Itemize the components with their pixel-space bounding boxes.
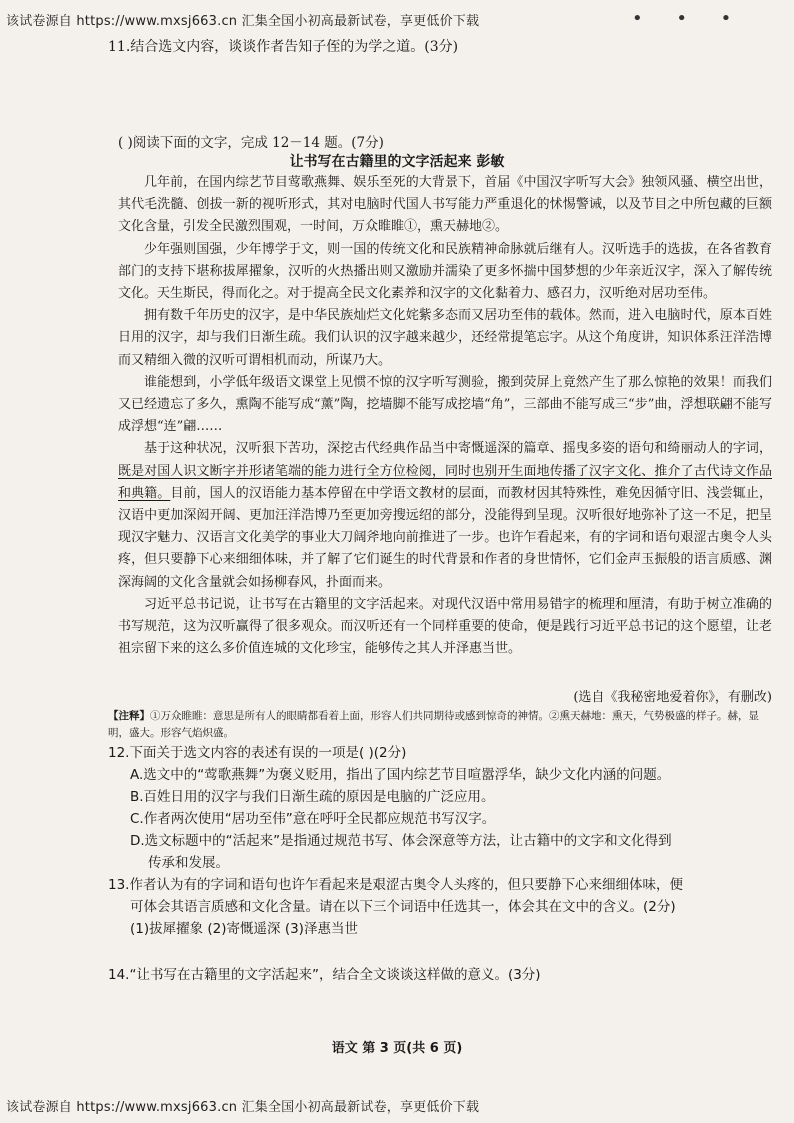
question-12-stem: 12.下面关于选文内容的表述有误的一项是( )(2分) bbox=[108, 745, 407, 761]
option-d-continued: 传承和发展。 bbox=[148, 855, 229, 871]
watermark-bottom: 该试卷源自 https://www.mxsj663.cn 汇集全国小初高最新试卷，享更低价下载 bbox=[6, 1100, 480, 1115]
paragraph-2: 少年强则国强，少年博学于文，则一国的传统文化和民族精神命脉就后继有人。汉听选手的选拔，在各省教育部门的支持下堪称拔犀擢象，汉听的火热播出则又激励并濡染了更多怀揣中国梦想的少年亲近汉字，深入了解传统文化。天生斯民，得而化之。对于提高全民文化素养和汉字的文化黏着力、感召力，汉听绝对居功至伟。 bbox=[118, 241, 772, 302]
article-body bbox=[118, 172, 772, 660]
question-13-line-2: 可体会其语言质感和文化含量。请在以下三个词语中任选其一，体会其在文中的含义。(2分) bbox=[130, 899, 676, 915]
option-c: C.作者两次使用“居功至伟”意在呼吁全民都应规范书写汉字。 bbox=[130, 811, 496, 827]
paragraph-5-end: 目前，国人的汉语能力基本停留在中学语文教材的层面，而教材因其特殊性，难免因循守旧、浅尝辄止，汉语中更加深闳开阔、更加汪洋浩博乃至更加旁搜远绍的部分，没能得到呈现。汉听很好地弥补了这一不足，把呈现汉字魅力、汉语言文化美学的事业大刀阔斧地向前推进了一步。也许乍看起来，有的字词和语句艰涩古奥令人头疼，但只要静下心来细细体味，并了解了它们诞生的时代背景和作者的身世情怀，它们金声玉振般的语言质感、渊深海阔的文化含量就会如扬柳春风，扑面而来。 bbox=[118, 485, 772, 590]
annotation-text: ①万众睢睢：意思是所有人的眼睛都看着上面，形容人们共同期待或感到惊奇的神情。②熏天赫地：熏天，气势极盛的样子。赫，显明，盛大。形容气焰炽盛。 bbox=[108, 710, 759, 739]
source-citation: (选自《我秘密地爱着你》，有删改) bbox=[573, 690, 772, 705]
paragraph-1: 几年前，在国内综艺节目莺歌燕舞、娱乐至死的大背景下，首届《中国汉字听写大会》独领风骚、横空出世，其代毛洗髓、创拔一新的视听形式，其对电脑时代国人书写能力严重退化的怵惕警诫，以及节目之中所包藏的巨额文化含量，引发全民激烈围观，一时间，万众睢睢①，熏天赫地②。 bbox=[118, 175, 772, 235]
page-footer: 语文 第 3 页(共 6 页) bbox=[331, 1041, 463, 1056]
question-11: 11.结合选文内容，谈谈作者告知子侄的为学之道。(3分) bbox=[108, 39, 459, 55]
question-13-line-1: 13.作者认为有的字词和语句也许乍看起来是艰涩古奥令人头疼的，但只要静下心来细细体味，便 bbox=[108, 877, 683, 893]
annotation bbox=[108, 708, 772, 742]
option-a: A.选文中的“莺歌燕舞”为褒义贬用，指出了国内综艺节目喧嚣浮华，缺少文化内涵的问题。 bbox=[130, 767, 671, 783]
watermark-top: 该试卷源自 https://www.mxsj663.cn 汇集全国小初高最新试卷，享更低价下载 bbox=[6, 14, 480, 29]
paragraph-5-start: 基于这种状况，汉听狠下苦功，深挖古代经典作品当中寄慨遥深的篇章、摇曳多姿的语句和绮丽动人的字词， bbox=[144, 441, 772, 457]
annotation-label: 【注释】 bbox=[108, 710, 150, 722]
paragraph-3: 拥有数千年历史的汉字，是中华民族灿烂文化姹紫多态而又居功至伟的载体。然而，进入电脑时代，原本百姓日用的汉字，却与我们日渐生疏。我们认识的汉字越来越少，还经常提笔忘字。从这个角度讲，知识体系汪洋浩博而又精细入微的汉听可谓相机而动，所谋乃大。 bbox=[118, 308, 772, 368]
option-d: D.选文标题中的“活起来”是指通过规范书写、体会深意等方法，让古籍中的文字和文化得到 bbox=[130, 833, 672, 849]
underlined-sentence: 既是对国人识文断字并形诸笔端的能力进行全方位检阅，同时也别开生面地传播了汉字文化、推介了古代诗文作品和典籍。 bbox=[118, 463, 772, 501]
section-header: ( )阅读下面的文字，完成 12－14 题。(7分) bbox=[118, 135, 384, 151]
paragraph-5 bbox=[118, 438, 772, 593]
question-14: 14.“让书写在古籍里的文字活起来”，结合全文谈谈这样做的意义。(3分) bbox=[108, 967, 541, 983]
option-b: B.百姓日用的汉字与我们日渐生疏的原因是电脑的广泛应用。 bbox=[130, 789, 495, 805]
question-13 bbox=[108, 874, 776, 940]
paragraph-4: 谁能想到，小学低年级语文课堂上见惯不惊的汉字听写测验，搬到荧屏上竟然产生了那么惊艳的效果！而我们又已经遗忘了多久，熏陶不能写成“薰”陶，挖墙脚不能写成挖墙“角”，三部曲不能写成三“步”曲，浮想联翩不能写成浮想“连”翩…… bbox=[118, 374, 772, 435]
top-dots-decoration: • • • bbox=[632, 8, 746, 29]
article-title: 让书写在古籍里的文字活起来 彭敏 bbox=[289, 154, 505, 170]
question-13-choices: (1)拔犀擢象 (2)寄慨遥深 (3)泽惠当世 bbox=[130, 921, 358, 937]
question-12 bbox=[108, 742, 776, 874]
paragraph-6: 习近平总书记说，让书写在古籍里的文字活起来。对现代汉语中常用易错字的梳理和厘清，有助于树立准确的书写规范，这为汉听赢得了很多观众。而汉听还有一个同样重要的使命，便是践行习近平总书记的这个愿望，让老祖宗留下来的这么多价值连城的文化珍宝，能够传之其人并泽惠当世。 bbox=[118, 596, 772, 657]
